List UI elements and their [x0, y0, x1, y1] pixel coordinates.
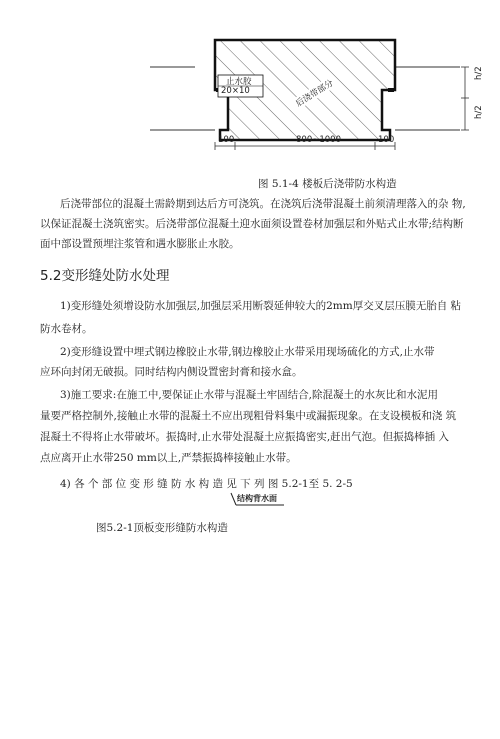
figure-caption-5-1-4: 图 5.1-4 楼板后浇带防水构造	[258, 178, 397, 190]
waterstop-size-label: 20×10	[221, 86, 250, 96]
waterstop-right	[388, 88, 394, 92]
list-item-line: 应环向封闭无破损。同时结构内侧设置密封膏和接水盒。	[40, 366, 303, 378]
pour-zone-label: 后浇带部分	[292, 76, 336, 110]
waterstop-label: 止水胶	[226, 77, 252, 87]
paragraph-line: 后浇带部位的混凝土需龄期到达后方可浇筑。在浇筑后浇带混凝土前须清理落入的杂 物,	[60, 198, 466, 210]
paragraph-line: 以保证混凝土浇筑密实。后浇带部位混凝土迎水面须设置卷材加强层和外贴式止水带;结构断	[40, 218, 464, 230]
section-title: 5.2变形缝处防水处理	[40, 268, 170, 284]
h2-top-label: h/2	[474, 66, 484, 80]
dim-left: 100	[218, 135, 235, 145]
list-item-line: 3)施工要求:在施工中,要保证止水带与混凝土牢固结合,除混凝土的水灰比和水泥用	[60, 389, 438, 401]
h2-bottom-label: h/2	[474, 105, 484, 119]
dim-right: 100	[378, 135, 395, 145]
list-item-line: 4) 各 个 部 位 变 形 缝 防 水 构 造 见 下 列 图 5.2-1至 5. 2-5	[60, 478, 353, 490]
figure-caption-5-2-1: 图5.2-1顶板变形缝防水构造	[96, 522, 228, 534]
list-item-line: 防水卷材。	[40, 323, 93, 335]
list-item-line: 量要严格控制外,接触止水带的混凝土不应出现粗骨料集中或漏振现象。在支设模板和浇 筑	[40, 410, 457, 422]
list-item-line: 1)变形缝处须增设防水加强层,加强层采用断裂延伸较大的2mm厚交叉层压膜无胎自 粘	[60, 300, 462, 312]
list-item-line: 混凝土不得将止水带破坏。振捣时,止水带处混凝土应振捣密实,赶出气泡。但振捣棒插 入	[40, 431, 450, 443]
list-item-line: 点应离开止水带250 mm以上,严禁振捣棒接触止水带。	[40, 452, 297, 464]
paragraph-line: 面中部设置预埋注浆管和遇水膨胀止水胶。	[40, 238, 240, 250]
list-item-line: 2)变形缝设置中埋式钢边橡胶止水带,钢边橡胶止水带采用现场硫化的方式,止水带	[60, 346, 435, 358]
dim-middle: 800~1000	[296, 135, 341, 145]
structure-backwater-label: 结构背水面	[237, 494, 277, 503]
